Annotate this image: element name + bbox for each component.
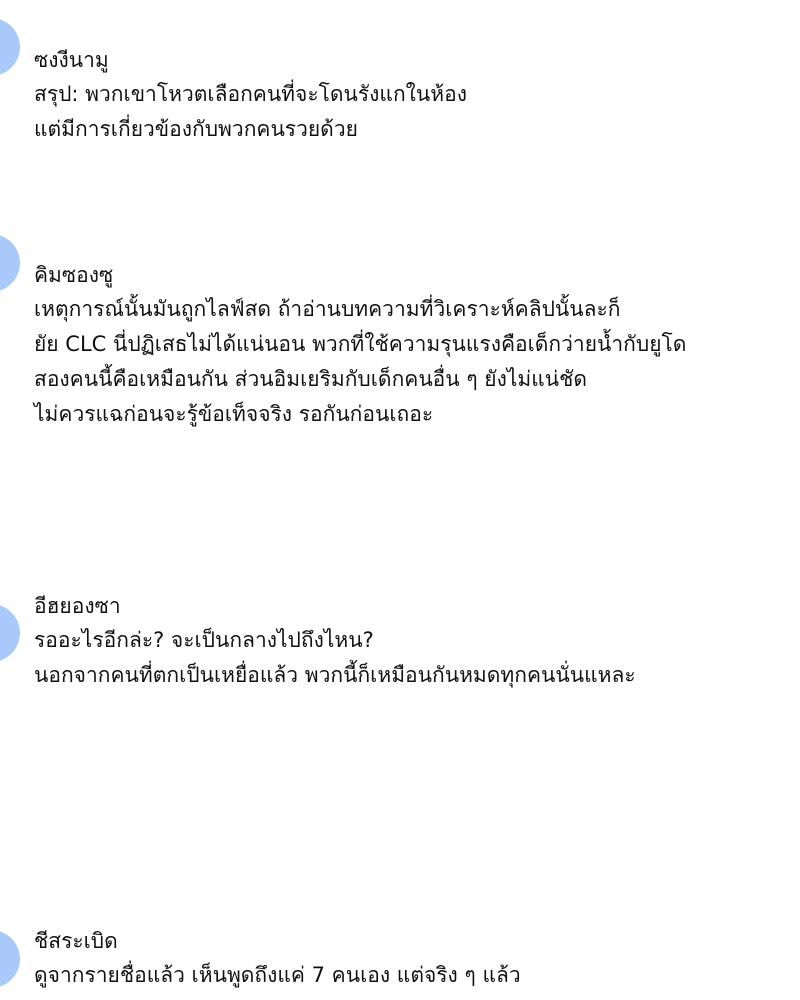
comment-text-line: นอกจากคนที่ตกเป็นเหยื่อแล้ว พวกนี้ก็เหมือนกันหมดทุกคนนั่นแหละ	[34, 663, 636, 687]
comment-username[interactable]: คิมซองซู	[34, 263, 114, 287]
comment-body	[34, 43, 790, 147]
avatar[interactable]	[0, 930, 20, 988]
avatar[interactable]	[0, 234, 20, 292]
comment-text-line: สรุป: พวกเขาโหวตเลือกคนที่จะโดนรังแกในห้อง	[34, 82, 467, 106]
comment-text-line: ดูจากรายชื่อแล้ว เห็นพูดถึงแค่ 7 คนเอง แต่จริง ๆ แล้ว	[34, 963, 521, 987]
avatar[interactable]	[0, 604, 20, 662]
comment-body	[34, 258, 790, 432]
comment-username[interactable]: ชีสระเบิด	[34, 929, 118, 953]
comment-text-line: ไม่ควรแฉก่อนจะรู้ข้อเท็จจริง รอกันก่อนเถอะ	[34, 402, 434, 426]
comment-username[interactable]: ซงงีนามู	[34, 48, 109, 72]
avatar[interactable]	[0, 18, 20, 76]
comment-body	[34, 589, 790, 693]
comment-body	[34, 924, 790, 993]
comment-username[interactable]: อีฮยองซา	[34, 594, 121, 618]
comment-text-line: รออะไรอีกล่ะ? จะเป็นกลางไปถึงไหน?	[34, 628, 374, 652]
comment-text-line: ยัย CLC นี่ปฏิเสธไม่ได้แน่นอน พวกที่ใช้ความรุนแรงคือเด็กว่ายน้ำกับยูโด	[34, 332, 687, 356]
comment-text-line: แต่มีการเกี่ยวข้องกับพวกคนรวยด้วย	[34, 117, 358, 141]
comment-text-line: สองคนนี้คือเหมือนกัน ส่วนอิมเยริมกับเด็กคนอื่น ๆ ยังไม่แน่ชัด	[34, 367, 588, 391]
comment-text-line: เหตุการณ์นั้นมันถูกไลฟ์สด ถ้าอ่านบทความที่วิเคราะห์คลิปนั้นละก็	[34, 297, 621, 321]
